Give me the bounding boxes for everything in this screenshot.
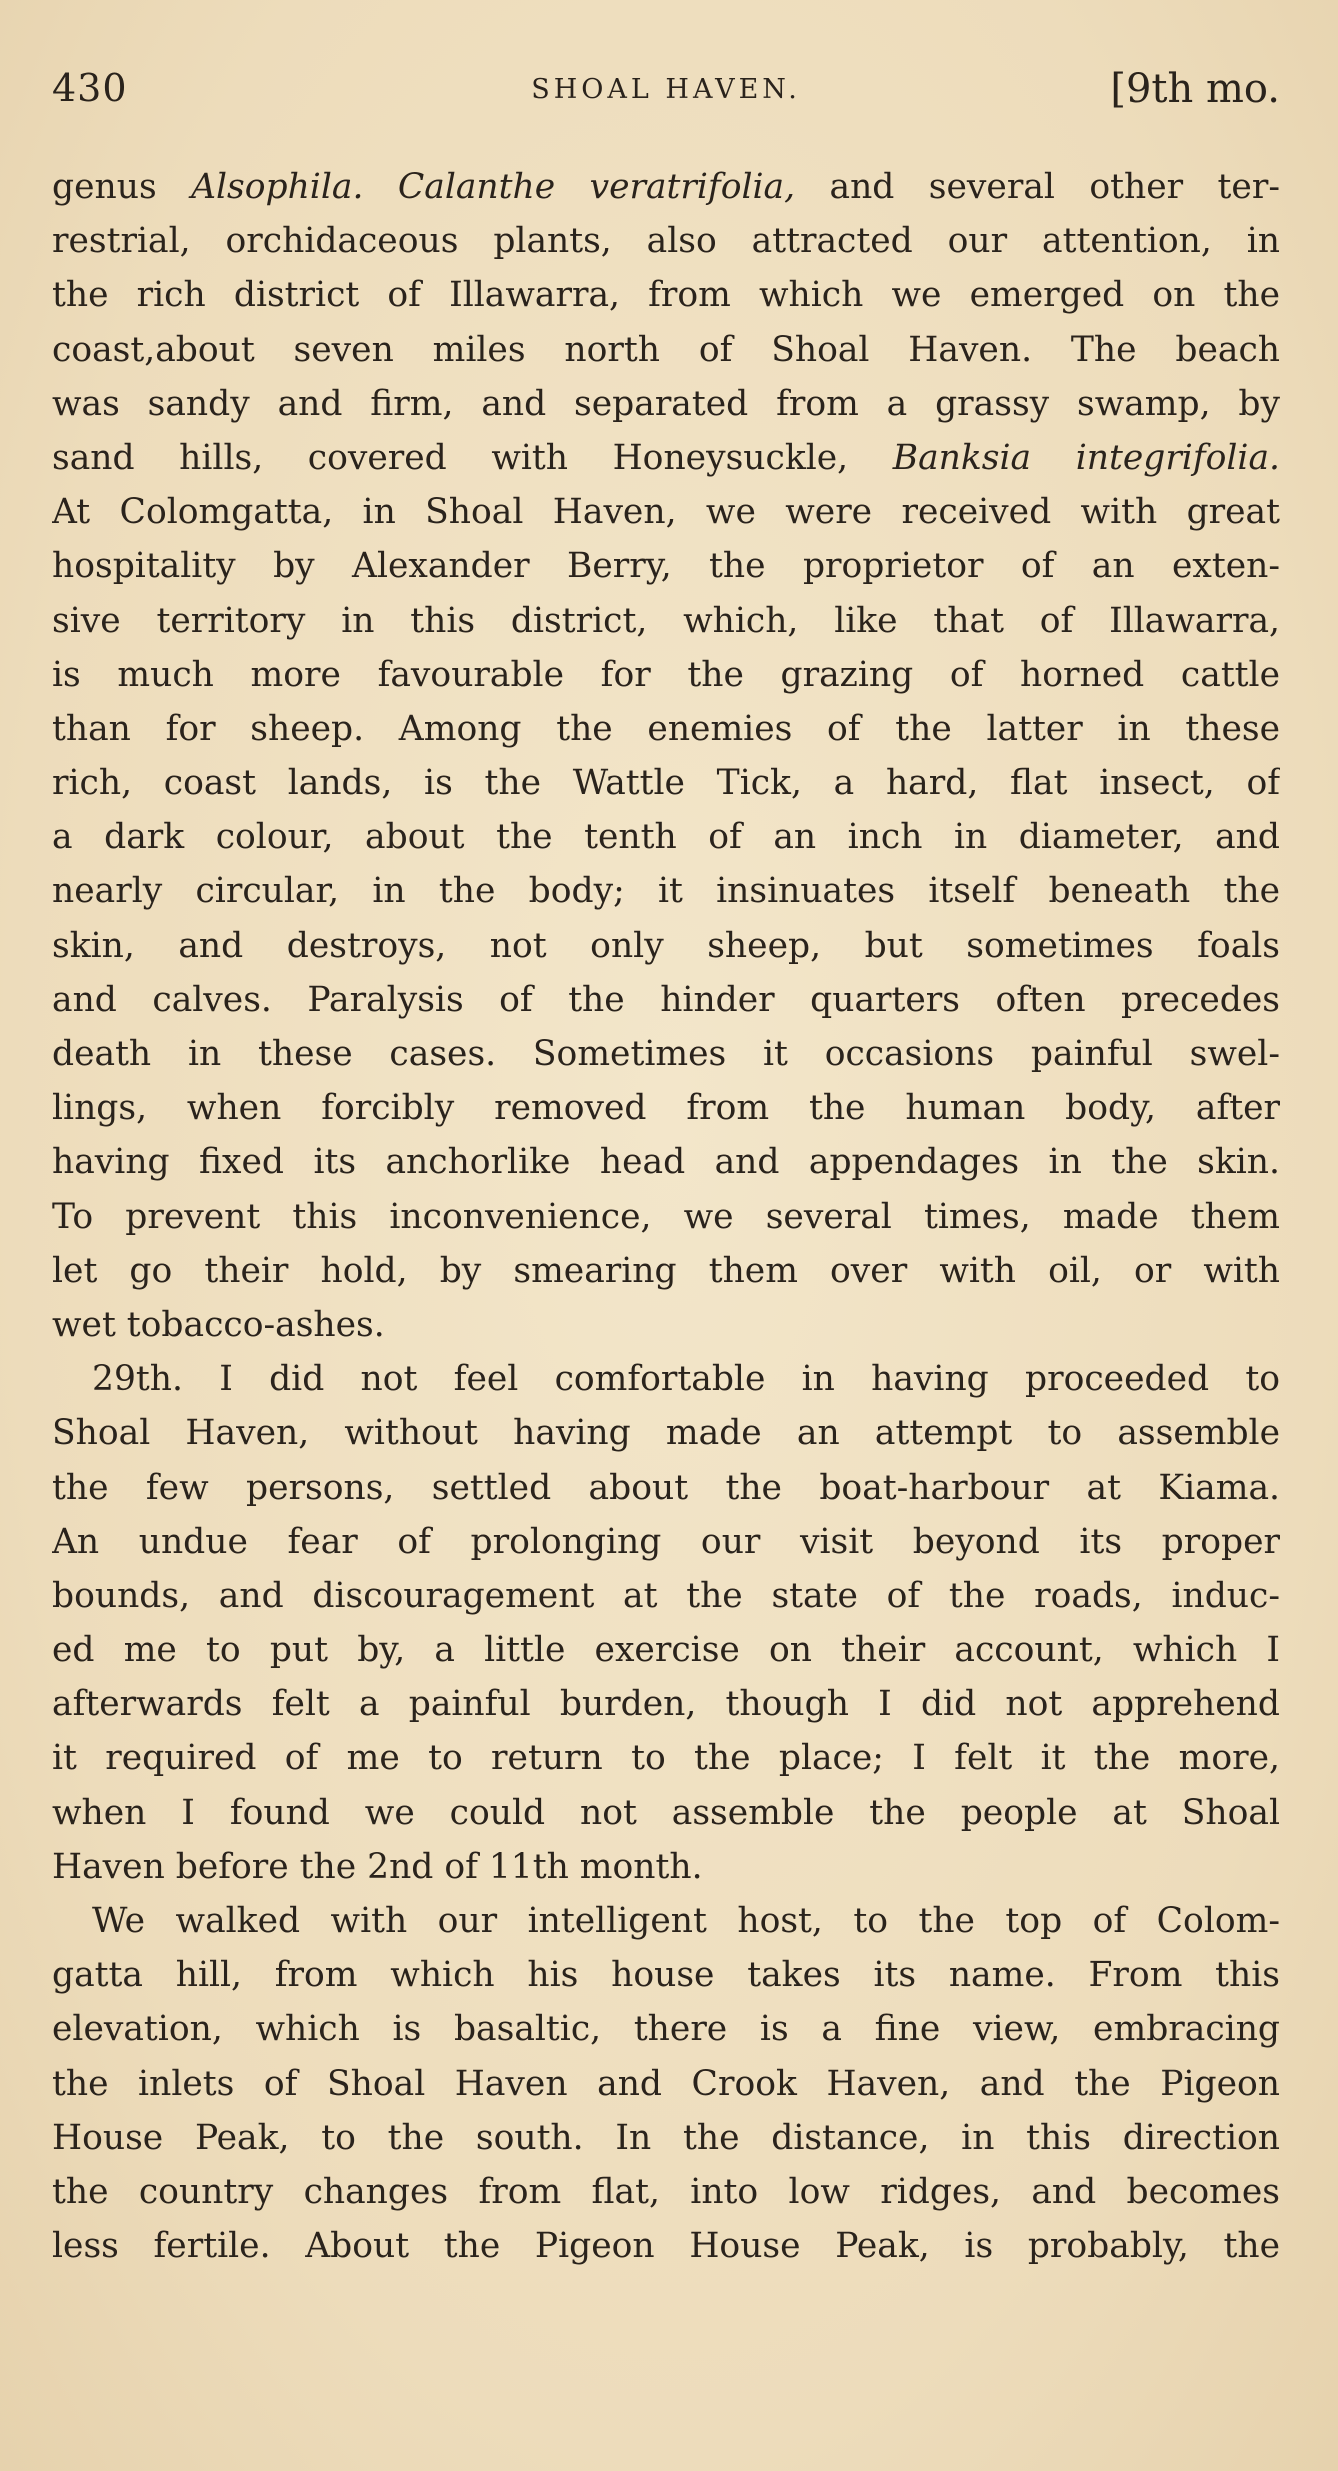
text-run: lings, when forcibly removed from the human body, after [52, 1088, 1280, 1129]
text-line [52, 1027, 1280, 1081]
text-line [52, 485, 1280, 539]
text-run: Haven before the 2nd of 11th month. [52, 1846, 703, 1887]
text-line [52, 1461, 1280, 1515]
text-run: sive territory in this district, which, like that of Illawarra, [52, 600, 1280, 641]
text-run: is much more favourable for the grazing of horned cattle [52, 654, 1280, 695]
text-line [52, 1515, 1280, 1569]
text-run: and calves. Paralysis of the hinder quarters often precedes [52, 979, 1280, 1020]
italic-text: Banksia integrifolia. [892, 437, 1280, 478]
text-run: than for sheep. Among the enemies of the latter in these [52, 708, 1280, 749]
text-line [52, 864, 1280, 918]
text-run: To prevent this inconvenience, we several times, made them [52, 1196, 1280, 1237]
text-line [52, 323, 1280, 377]
text-line [52, 702, 1280, 756]
text-line [52, 1406, 1280, 1460]
text-run: when I found we could not assemble the people at Shoal [52, 1792, 1280, 1833]
text-line [52, 1244, 1280, 1298]
text-run: Shoal Haven, without having made an attempt to assemble [52, 1413, 1280, 1454]
text-line [52, 431, 1280, 485]
text-run: it required of me to return to the place; I felt it the more, [52, 1738, 1280, 1779]
text-line [52, 2057, 1280, 2111]
text-run: wet tobacco-ashes. [52, 1304, 385, 1345]
text-line [52, 539, 1280, 593]
text-run: the rich district of Illawarra, from which we emerged on the [52, 275, 1280, 316]
text-run: genus [52, 167, 192, 207]
text-line [52, 1190, 1280, 1244]
text-run: having fixed its anchorlike head and appendages in the skin. [52, 1142, 1280, 1183]
text-run: the few persons, settled about the boat-harbour at Kiama. [52, 1467, 1280, 1508]
text-line [52, 973, 1280, 1027]
page-header [52, 66, 1280, 126]
text-run: death in these cases. Sometimes it occasions painful swel- [52, 1034, 1280, 1074]
text-line [52, 1081, 1280, 1135]
text-run: the country changes from flat, into low ridges, and becomes [52, 2171, 1280, 2212]
text-run: let go their hold, by smearing them over with oil, or with [52, 1250, 1280, 1291]
text-run: and several other ter- [795, 167, 1280, 207]
text-run: the inlets of Shoal Haven and Crook Haven, and the Pigeon [52, 2063, 1280, 2104]
text-line [52, 919, 1280, 973]
text-line [52, 214, 1280, 268]
body-text [52, 160, 1280, 2273]
text-run: gatta hill, from which his house takes its name. From this [52, 1955, 1280, 1996]
text-line [52, 810, 1280, 864]
text-run: nearly circular, in the body; it insinuates itself beneath the [52, 871, 1280, 912]
text-run: rich, coast lands, is the Wattle Tick, a hard, flat insect, of [52, 763, 1280, 804]
text-run: elevation, which is basaltic, there is a fine view, embracing [52, 2009, 1280, 2050]
text-line [52, 2111, 1280, 2165]
text-run: bounds, and discouragement at the state of the roads, induc- [52, 1575, 1280, 1616]
text-run: At Colomgatta, in Shoal Haven, we were received with great [52, 492, 1280, 533]
text-line [52, 594, 1280, 648]
text-line [52, 1352, 1280, 1406]
text-line [52, 1948, 1280, 2002]
text-run [363, 167, 397, 207]
italic-text: Alsophila. [191, 167, 364, 207]
text-run: was sandy and firm, and separated from a grassy swamp, by [52, 383, 1280, 424]
section-reference: [9th mo. [1110, 66, 1280, 112]
text-line [52, 1677, 1280, 1731]
running-head: SHOAL HAVEN. [531, 74, 801, 105]
text-run: An undue fear of prolonging our visit beyond its proper [52, 1521, 1280, 1562]
text-run: a dark colour, about the tenth of an inch in diameter, and [52, 817, 1280, 858]
text-line [52, 2002, 1280, 2056]
text-run: skin, and destroys, not only sheep, but sometimes foals [52, 925, 1280, 966]
italic-text: Calanthe veratrifolia, [397, 167, 796, 207]
page-number: 430 [52, 66, 128, 110]
text-run: afterwards felt a painful burden, though I did not apprehend [52, 1684, 1280, 1725]
text-run: sand hills, covered with Honeysuckle, [52, 437, 893, 478]
text-line [52, 2165, 1280, 2219]
text-line [52, 1135, 1280, 1189]
text-line [52, 2219, 1280, 2273]
text-line [52, 160, 1280, 214]
text-run: hospitality by Alexander Berry, the proprietor of an exten- [52, 546, 1280, 587]
text-line [52, 1894, 1280, 1948]
text-run: 29th. I did not feel comfortable in having proceeded to [92, 1359, 1280, 1400]
text-line [52, 377, 1280, 431]
text-run: less fertile. About the Pigeon House Peak, is probably, the [52, 2226, 1280, 2267]
text-run: ed me to put by, a little exercise on their account, which I [52, 1630, 1280, 1671]
text-run: restrial, orchidaceous plants, also attracted our attention, in [52, 221, 1280, 262]
text-line [52, 1840, 1280, 1894]
text-line [52, 1569, 1280, 1623]
text-line [52, 1298, 1280, 1352]
text-run: We walked with our intelligent host, to the top of Colom- [92, 1901, 1280, 1941]
text-run: House Peak, to the south. In the distance, in this direction [52, 2117, 1280, 2158]
text-line [52, 1731, 1280, 1785]
text-line [52, 1786, 1280, 1840]
text-line [52, 756, 1280, 810]
text-line [52, 268, 1280, 322]
text-line [52, 1623, 1280, 1677]
text-run: coast,about seven miles north of Shoal Haven. The beach [52, 329, 1280, 370]
text-line [52, 648, 1280, 702]
